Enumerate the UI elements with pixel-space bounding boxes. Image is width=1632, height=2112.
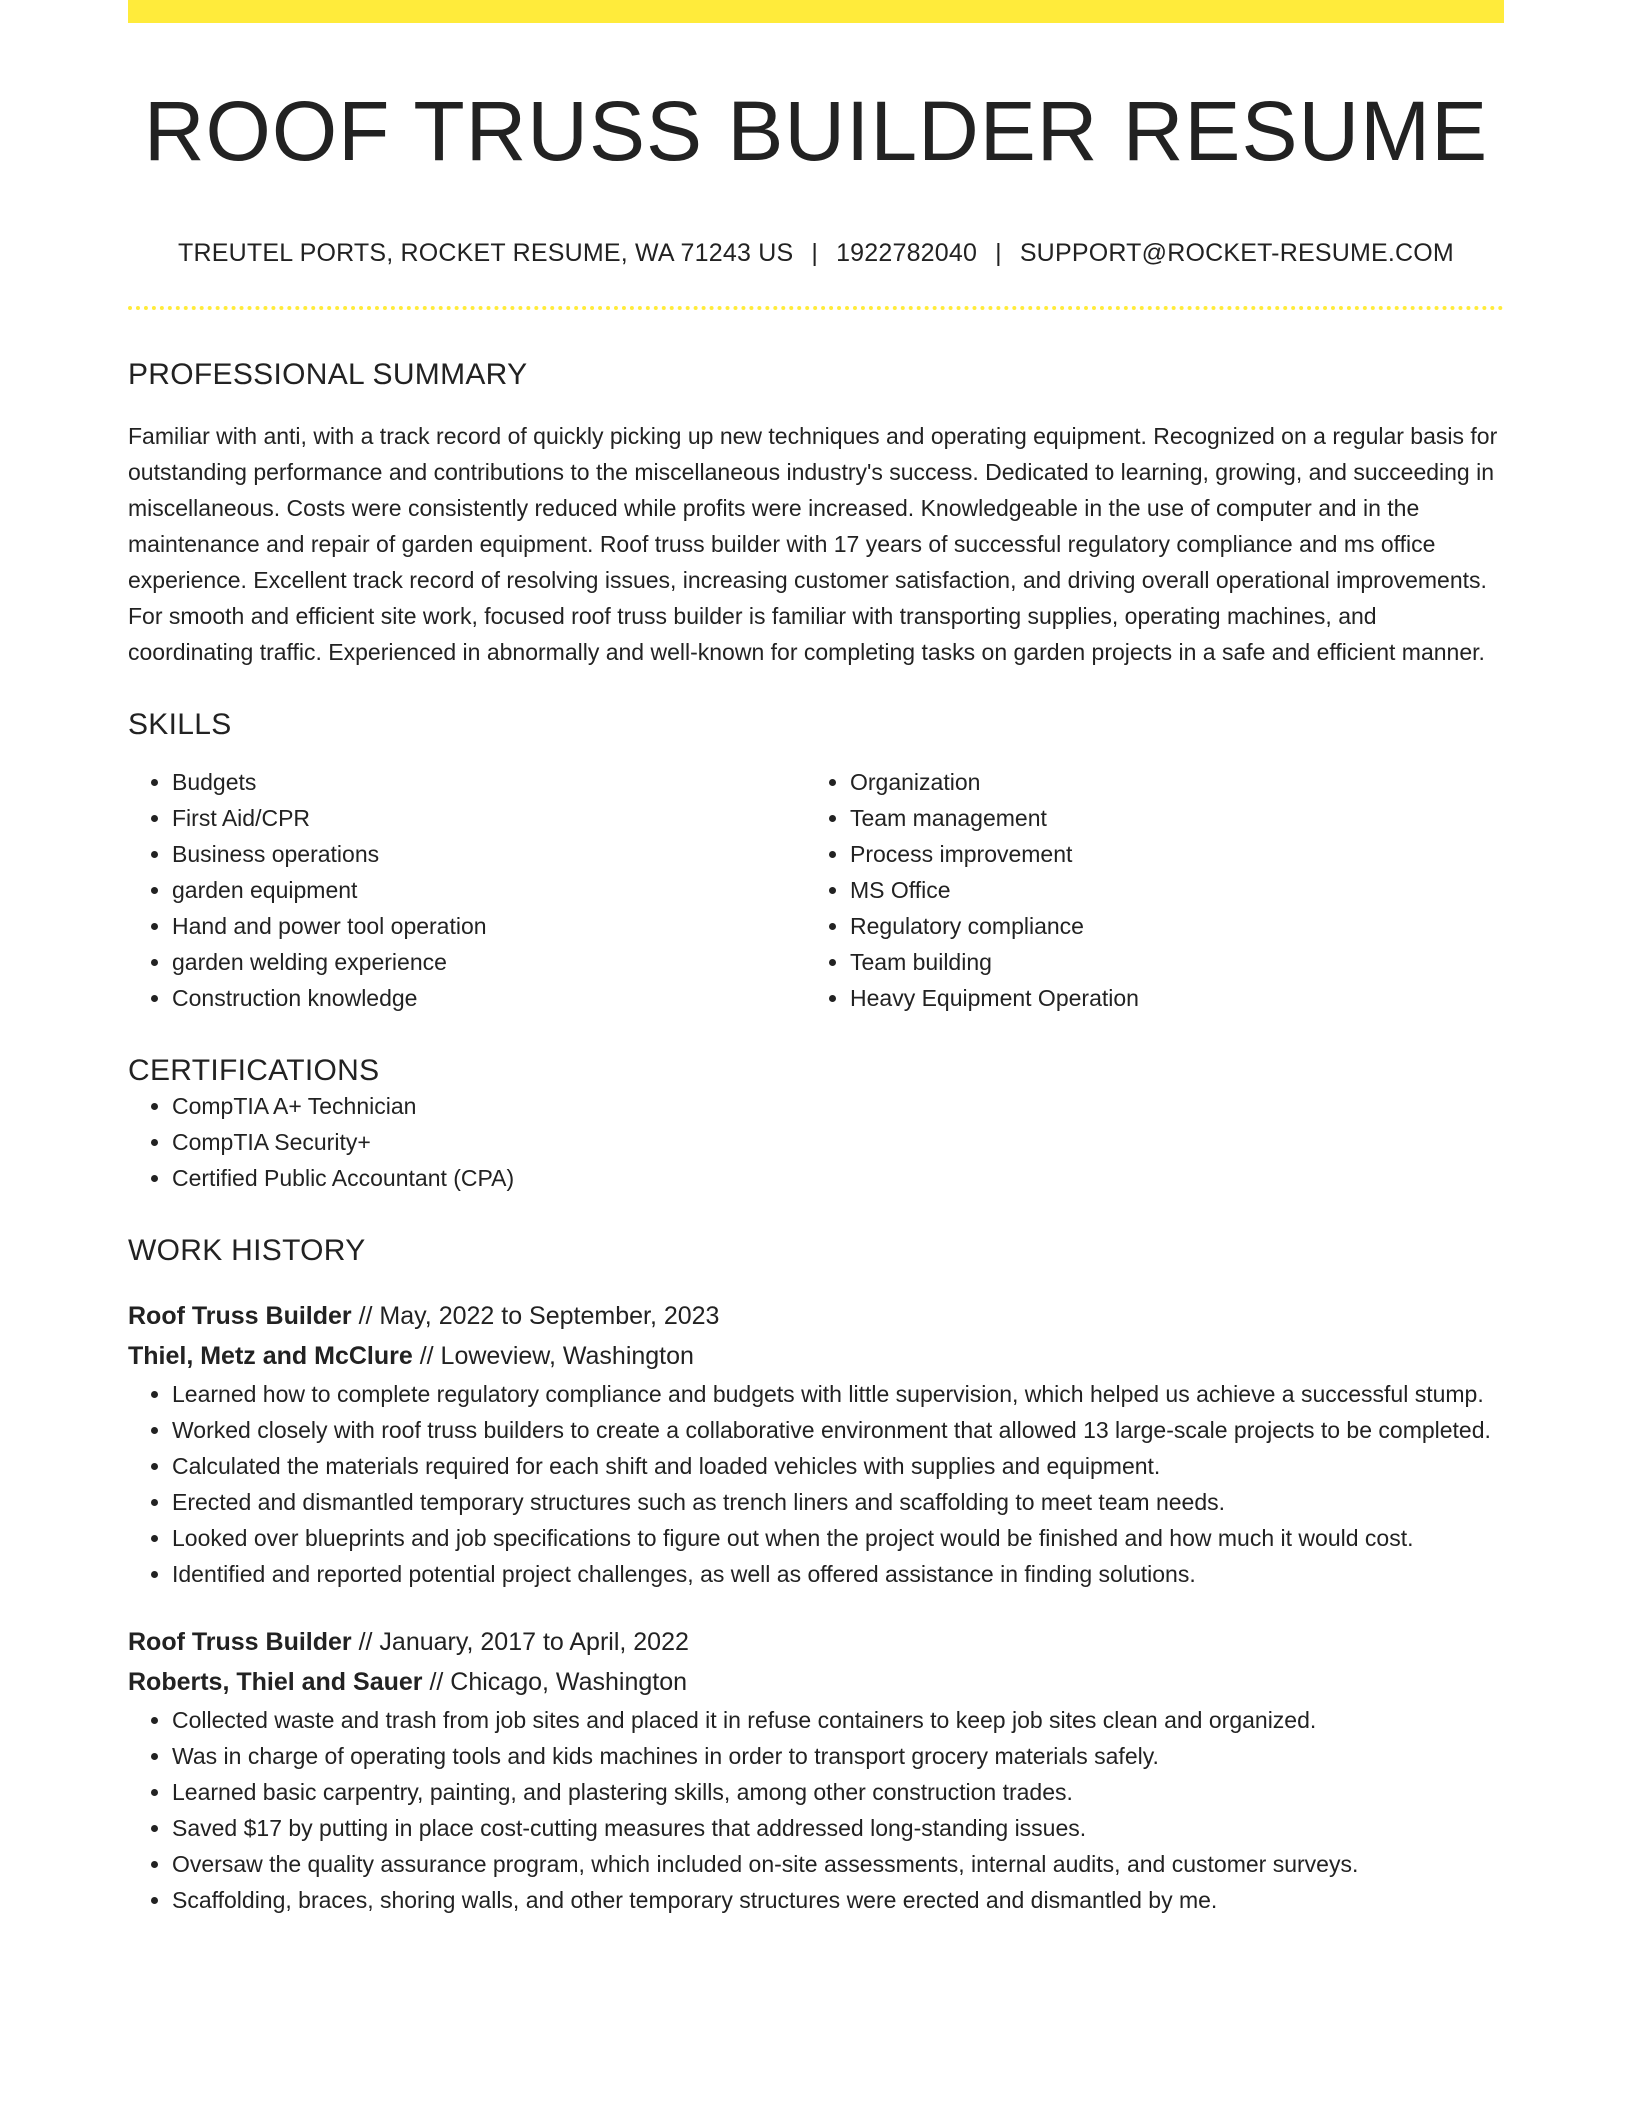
job-bullet: • Learned how to complete regulatory compliance and budgets with little supervision, which helped us achieve a successful stump. [172,1376,1504,1412]
skill-item: • Team building [850,944,1484,980]
job-dates: // May, 2022 to September, 2023 [351,1302,720,1331]
job-company-line [128,1336,1504,1376]
job-bullet: • Identified and reported potential project challenges, as well as offered assistance in finding solutions. [172,1556,1504,1592]
job-title: Roof Truss Builder [128,1302,352,1331]
contact-email[interactable]: SUPPORT@ROCKET-RESUME.COM [1019,239,1454,268]
job-title-line [128,1296,1504,1336]
skills-list-left [128,764,806,1016]
job-bullet: • Saved $17 by putting in place cost-cutting measures that addressed long-standing issues. [172,1810,1504,1846]
contact-address: TREUTEL PORTS, ROCKET RESUME, WA 71243 US [178,239,794,268]
job-company: Thiel, Metz and McClure [128,1342,413,1371]
resume-page [128,0,1504,1918]
skill-item: • Business operations [172,836,806,872]
job-location: // Chicago, Washington [422,1668,688,1697]
job-bullet: • Calculated the materials required for each shift and loaded vehicles with supplies and equipment. [172,1448,1504,1484]
contact-phone: 1922782040 [836,239,978,268]
skill-item: • MS Office [850,872,1484,908]
job-bullet: • Erected and dismantled temporary structures such as trench liners and scaffolding to meet team needs. [172,1484,1504,1520]
skill-item: • garden welding experience [172,944,806,980]
certification-item: • Certified Public Accountant (CPA) [172,1160,1504,1196]
dotted-divider [128,306,1504,310]
skill-item: • Budgets [172,764,806,800]
job-entry [128,1622,1504,1918]
contact-separator: | [811,239,819,268]
skills-list-right [806,764,1484,1016]
summary-text: Familiar with anti, with a track record of quickly picking up new techniques and operating equipment. Recognized on a regular basis for outstanding performance and contributions to the miscellaneous industry's success. Dedicated to learning, growing, and succeeding in miscellaneous. Costs were consistently reduced while profits were increased. Knowledgeable in the use of computer and in the maintenance and repair of garden equipment. Roof truss builder with 17 years of successful regulatory compliance and ms office experience. Excellent track record of resolving issues, increasing customer satisfaction, and driving overall operational improvements. For smooth and efficient site work, focused roof truss builder is familiar with transporting supplies, operating machines, and coordinating traffic. Experienced in abnormally and well-known for completing tasks on garden projects in a safe and efficient manner. [128,423,1498,666]
job-entry [128,1296,1504,1592]
job-dates: // January, 2017 to April, 2022 [351,1628,689,1657]
certifications-heading: CERTIFICATIONS [128,1054,380,1088]
job-bullet: • Collected waste and trash from job sites and placed it in refuse containers to keep job sites clean and organized. [172,1702,1504,1738]
job-location: // Loweview, Washington [412,1342,694,1371]
certification-item: • CompTIA Security+ [172,1124,1504,1160]
job-bullets [128,1702,1504,1918]
work-history-heading: WORK HISTORY [128,1234,366,1268]
skills-heading: SKILLS [128,708,232,742]
job-title-line [128,1622,1504,1662]
job-bullets [128,1376,1504,1592]
job-bullet: • Looked over blueprints and job specifications to figure out when the project would be finished and how much it would cost. [172,1520,1504,1556]
job-bullet: • Learned basic carpentry, painting, and plastering skills, among other construction trades. [172,1774,1504,1810]
job-bullet: • Oversaw the quality assurance program, which included on-site assessments, internal audits, and customer surveys. [172,1846,1504,1882]
contact-line [128,239,1504,268]
resume-title: ROOF TRUSS BUILDER RESUME [143,84,1489,178]
skill-item: • Heavy Equipment Operation [850,980,1484,1016]
job-bullet: • Worked closely with roof truss builders to create a collaborative environment that allowed 13 large-scale projects to be completed. [172,1412,1504,1448]
skill-item: • Construction knowledge [172,980,806,1016]
skills-grid [128,764,1504,1016]
certification-item: • CompTIA A+ Technician [172,1088,1504,1124]
job-company: Roberts, Thiel and Sauer [128,1668,423,1697]
summary-heading: PROFESSIONAL SUMMARY [128,358,528,392]
contact-separator: | [995,239,1002,268]
certifications-list [128,1088,1504,1196]
skill-item: • First Aid/CPR [172,800,806,836]
skill-item: • Regulatory compliance [850,908,1484,944]
skill-item: • Organization [850,764,1484,800]
job-bullet: • Was in charge of operating tools and kids machines in order to transport grocery materials safely. [172,1738,1504,1774]
skill-item: • Process improvement [850,836,1484,872]
skill-item: • garden equipment [172,872,806,908]
job-title: Roof Truss Builder [128,1628,352,1657]
skill-item: • Team management [850,800,1484,836]
job-bullet: • Scaffolding, braces, shoring walls, and other temporary structures were erected and dismantled by me. [172,1882,1504,1918]
skill-item: • Hand and power tool operation [172,908,806,944]
job-company-line [128,1662,1504,1702]
accent-bar [128,0,1504,23]
